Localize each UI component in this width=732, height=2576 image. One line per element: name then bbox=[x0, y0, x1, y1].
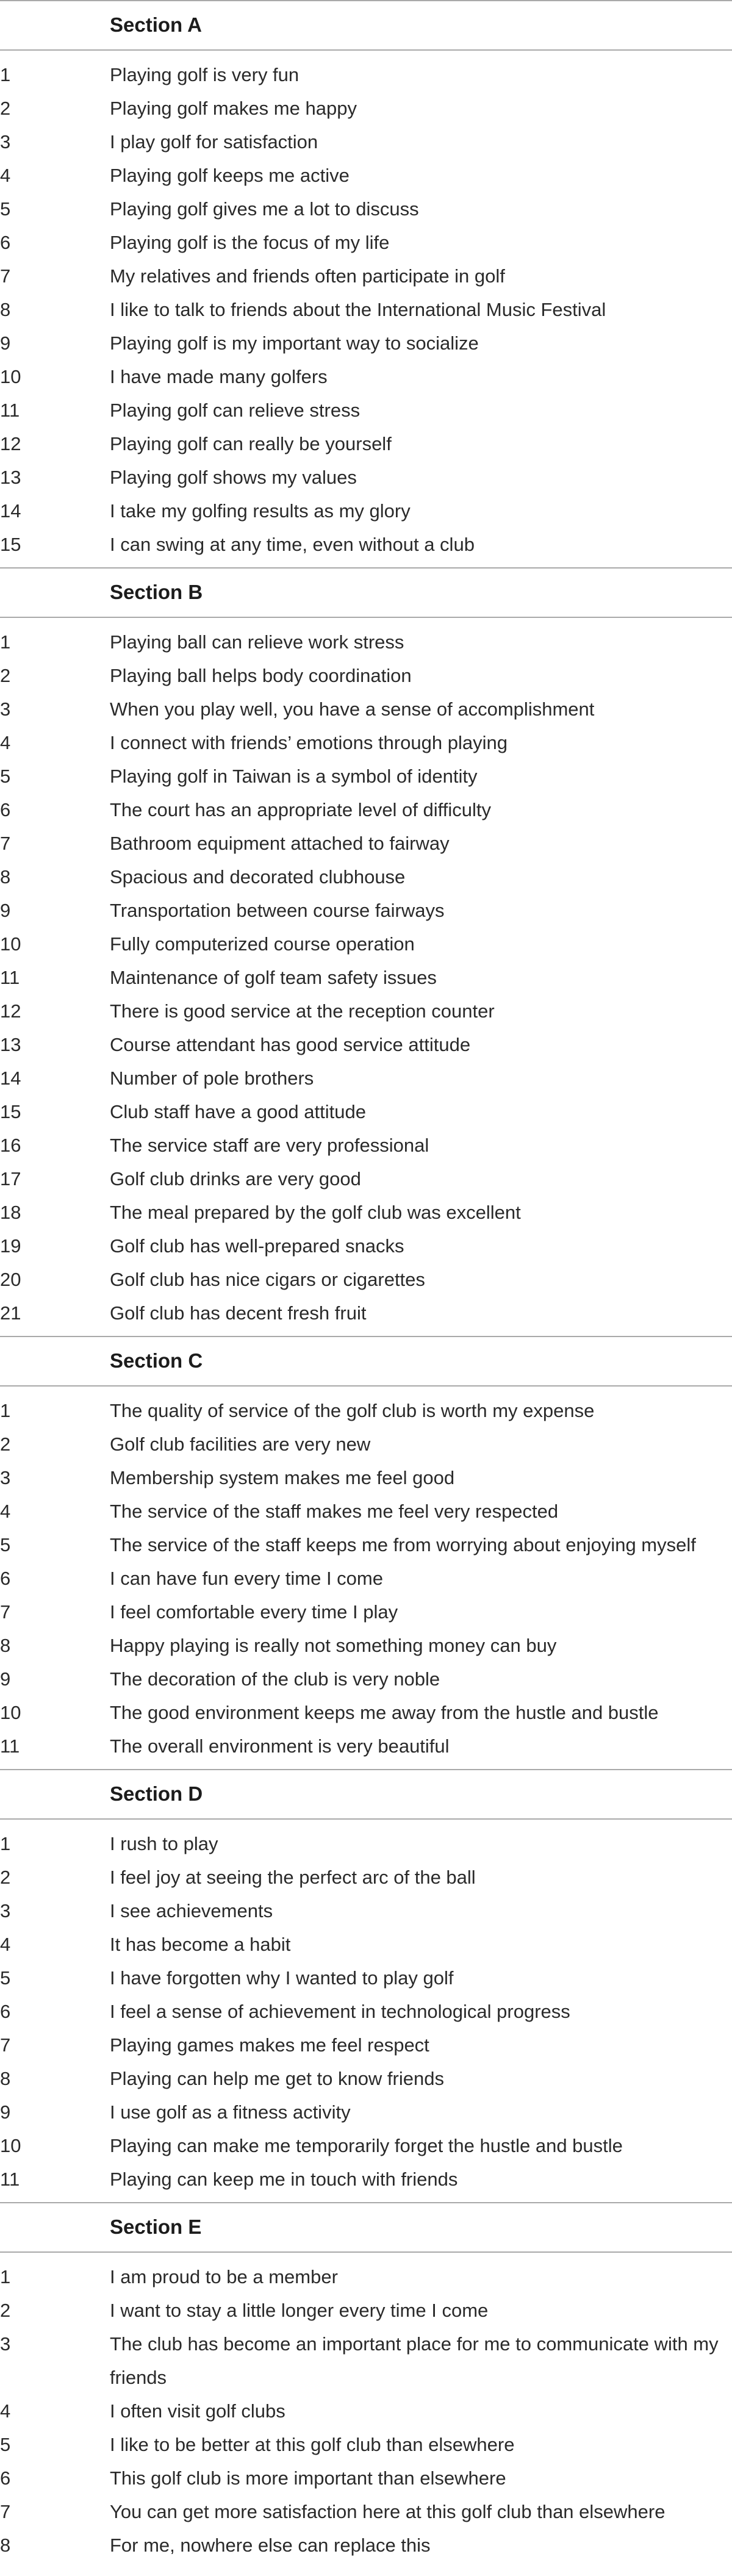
item-number: 5 bbox=[0, 766, 11, 787]
table-row bbox=[0, 2528, 732, 2562]
item-number: 5 bbox=[0, 1967, 11, 1989]
item-number: 2 bbox=[0, 2300, 11, 2321]
item-number: 3 bbox=[0, 1467, 11, 1488]
item-number: 4 bbox=[0, 1934, 11, 1955]
item-number: 4 bbox=[0, 1501, 11, 1522]
item-text: I play golf for satisfaction bbox=[110, 131, 318, 152]
table-row bbox=[0, 827, 732, 860]
item-text: Playing can make me temporarily forget the hustle and bustle bbox=[110, 2135, 623, 2156]
item-number: 1 bbox=[0, 64, 11, 85]
item-text: Spacious and decorated clubhouse bbox=[110, 866, 406, 888]
item-number: 7 bbox=[0, 1601, 11, 1623]
item-text: I have forgotten why I wanted to play golf bbox=[110, 1967, 454, 1989]
item-number: 8 bbox=[0, 2535, 11, 2556]
item-number: 9 bbox=[0, 1668, 11, 1690]
item-number: 1 bbox=[0, 1400, 11, 1421]
table-row bbox=[0, 1394, 732, 1427]
item-number: 15 bbox=[0, 534, 21, 555]
item-number: 15 bbox=[0, 1101, 21, 1122]
table-row bbox=[0, 393, 732, 427]
table-row bbox=[0, 360, 732, 393]
item-number: 12 bbox=[0, 433, 21, 454]
table-row bbox=[0, 894, 732, 927]
item-number: 1 bbox=[0, 1833, 11, 1854]
table-row bbox=[0, 125, 732, 159]
table-row bbox=[0, 2327, 732, 2394]
table-row bbox=[0, 1894, 732, 1928]
table-row bbox=[0, 1095, 732, 1128]
item-text: The court has an appropriate level of difficulty bbox=[110, 799, 491, 820]
table-row bbox=[0, 659, 732, 692]
item-text: Playing ball helps body coordination bbox=[110, 665, 412, 686]
item-number: 14 bbox=[0, 500, 21, 522]
item-number: 10 bbox=[0, 2135, 21, 2156]
table-row bbox=[0, 1629, 732, 1662]
table-row bbox=[0, 1427, 732, 1461]
table-row bbox=[0, 2095, 732, 2129]
item-number: 5 bbox=[0, 2434, 11, 2455]
item-number: 4 bbox=[0, 165, 11, 186]
item-number: 9 bbox=[0, 900, 11, 921]
item-number: 1 bbox=[0, 2266, 11, 2287]
item-text: When you play well, you have a sense of accomplishment bbox=[110, 698, 595, 720]
table-row bbox=[0, 692, 732, 726]
table-row bbox=[0, 461, 732, 494]
item-text: Golf club facilities are very new bbox=[110, 1433, 371, 1455]
item-text: Transportation between course fairways bbox=[110, 900, 445, 921]
item-text: The service of the staff keeps me from worrying about enjoying myself bbox=[110, 1534, 696, 1555]
item-text: Playing golf keeps me active bbox=[110, 165, 350, 186]
item-text: The decoration of the club is very noble bbox=[110, 1668, 440, 1690]
section-title: Section C bbox=[110, 1349, 203, 1372]
item-text: The service staff are very professional bbox=[110, 1135, 429, 1156]
table-row bbox=[0, 326, 732, 360]
item-text: The overall environment is very beautiful bbox=[110, 1735, 450, 1757]
item-text: The quality of service of the golf club is worth my expense bbox=[110, 1400, 595, 1421]
item-text: I use golf as a fitness activity bbox=[110, 2101, 351, 2123]
item-text: Playing can help me get to know friends bbox=[110, 2068, 444, 2089]
table-row bbox=[0, 1061, 732, 1095]
table-row bbox=[0, 1128, 732, 1162]
item-text: I take my golfing results as my glory bbox=[110, 500, 411, 522]
table-row bbox=[0, 2162, 732, 2196]
item-number: 10 bbox=[0, 933, 21, 955]
table-row bbox=[0, 494, 732, 528]
table-row bbox=[0, 927, 732, 961]
item-text: Number of pole brothers bbox=[110, 1067, 314, 1089]
table-row bbox=[0, 1494, 732, 1528]
item-text: Playing golf shows my values bbox=[110, 467, 357, 488]
item-number: 6 bbox=[0, 799, 11, 820]
item-number: 21 bbox=[0, 1302, 21, 1324]
table-row bbox=[0, 259, 732, 293]
table-row bbox=[0, 1662, 732, 1696]
item-text: There is good service at the reception counter bbox=[110, 1000, 495, 1022]
item-number: 19 bbox=[0, 1235, 21, 1257]
table-row bbox=[0, 2260, 732, 2294]
table-row bbox=[0, 625, 732, 659]
item-number: 2 bbox=[0, 665, 11, 686]
item-number: 8 bbox=[0, 1635, 11, 1656]
item-number: 13 bbox=[0, 1034, 21, 1055]
item-text: I see achievements bbox=[110, 1900, 273, 1921]
section-title: Section D bbox=[110, 1782, 203, 1805]
item-text: Membership system makes me feel good bbox=[110, 1467, 455, 1488]
item-number: 11 bbox=[0, 967, 20, 988]
item-text: Maintenance of golf team safety issues bbox=[110, 967, 437, 988]
item-text: Playing games makes me feel respect bbox=[110, 2034, 429, 2056]
item-number: 7 bbox=[0, 833, 11, 854]
section-header bbox=[0, 2202, 732, 2253]
item-text: Playing can keep me in touch with friends bbox=[110, 2169, 458, 2190]
item-text: My relatives and friends often participate in golf bbox=[110, 265, 505, 287]
item-number: 8 bbox=[0, 866, 11, 888]
table-row bbox=[0, 2495, 732, 2528]
item-text: I feel comfortable every time I play bbox=[110, 1601, 398, 1623]
item-number: 10 bbox=[0, 366, 21, 387]
item-text: Playing golf can really be yourself bbox=[110, 433, 392, 454]
table-row bbox=[0, 961, 732, 994]
item-number: 7 bbox=[0, 2501, 11, 2522]
item-number: 11 bbox=[0, 2169, 20, 2190]
table-row bbox=[0, 994, 732, 1028]
item-text: It has become a habit bbox=[110, 1934, 291, 1955]
item-text: Golf club has well-prepared snacks bbox=[110, 1235, 404, 1257]
table-row bbox=[0, 1461, 732, 1494]
item-text: The good environment keeps me away from the hustle and bustle bbox=[110, 1702, 659, 1723]
item-text: This golf club is more important than elsewhere bbox=[110, 2467, 506, 2489]
table-row bbox=[0, 91, 732, 125]
table-row bbox=[0, 1528, 732, 1562]
section-body bbox=[0, 1387, 732, 1769]
item-text: The club has become an important place for me to communicate with my friends bbox=[110, 2333, 719, 2388]
item-text: Playing golf is the focus of my life bbox=[110, 232, 390, 253]
item-number: 3 bbox=[0, 2333, 11, 2355]
table-row bbox=[0, 860, 732, 894]
item-number: 3 bbox=[0, 698, 11, 720]
item-text: I want to stay a little longer every time I come bbox=[110, 2300, 489, 2321]
section-body bbox=[0, 1820, 732, 2202]
item-number: 5 bbox=[0, 198, 11, 220]
item-number: 11 bbox=[0, 400, 20, 421]
table-row bbox=[0, 1961, 732, 1995]
item-text: Golf club has nice cigars or cigarettes bbox=[110, 1269, 425, 1290]
item-text: Playing golf is my important way to socialize bbox=[110, 332, 479, 354]
table-row bbox=[0, 2461, 732, 2495]
section-header bbox=[0, 1769, 732, 1820]
item-number: 8 bbox=[0, 299, 11, 320]
table-row bbox=[0, 726, 732, 759]
table-row bbox=[0, 1696, 732, 1729]
table-row bbox=[0, 293, 732, 326]
item-number: 4 bbox=[0, 2400, 11, 2422]
item-number: 20 bbox=[0, 1269, 21, 1290]
item-number: 8 bbox=[0, 2068, 11, 2089]
item-number: 13 bbox=[0, 467, 21, 488]
section-header bbox=[0, 0, 732, 51]
item-number: 12 bbox=[0, 1000, 21, 1022]
table-row bbox=[0, 2062, 732, 2095]
item-text: You can get more satisfaction here at this golf club than elsewhere bbox=[110, 2501, 666, 2522]
section-header bbox=[0, 1336, 732, 1387]
item-text: I am proud to be a member bbox=[110, 2266, 338, 2287]
item-text: I feel a sense of achievement in technological progress bbox=[110, 2001, 570, 2022]
section-body bbox=[0, 51, 732, 567]
item-number: 7 bbox=[0, 265, 11, 287]
item-text: I have made many golfers bbox=[110, 366, 328, 387]
item-number: 3 bbox=[0, 1900, 11, 1921]
item-text: I can swing at any time, even without a club bbox=[110, 534, 475, 555]
table-row bbox=[0, 2428, 732, 2461]
item-text: I like to talk to friends about the International Music Festival bbox=[110, 299, 606, 320]
item-text: Course attendant has good service attitude bbox=[110, 1034, 471, 1055]
table-row bbox=[0, 1028, 732, 1061]
item-number: 2 bbox=[0, 1867, 11, 1888]
item-text: Golf club has decent fresh fruit bbox=[110, 1302, 367, 1324]
item-text: Playing golf gives me a lot to discuss bbox=[110, 198, 419, 220]
section-body bbox=[0, 2253, 732, 2568]
item-number: 4 bbox=[0, 732, 11, 753]
table-row bbox=[0, 1263, 732, 1296]
item-number: 14 bbox=[0, 1067, 21, 1089]
item-number: 6 bbox=[0, 232, 11, 253]
table-row bbox=[0, 427, 732, 461]
table-row bbox=[0, 1229, 732, 1263]
item-number: 16 bbox=[0, 1135, 21, 1156]
table-row bbox=[0, 2394, 732, 2428]
table-row bbox=[0, 1595, 732, 1629]
item-text: Fully computerized course operation bbox=[110, 933, 415, 955]
item-number: 1 bbox=[0, 631, 11, 653]
table-row bbox=[0, 58, 732, 91]
item-number: 10 bbox=[0, 1702, 21, 1723]
item-text: Golf club drinks are very good bbox=[110, 1168, 361, 1189]
item-text: Playing golf is very fun bbox=[110, 64, 300, 85]
item-text: I feel joy at seeing the perfect arc of the ball bbox=[110, 1867, 476, 1888]
table-row bbox=[0, 192, 732, 226]
item-text: Playing golf makes me happy bbox=[110, 98, 357, 119]
table-row bbox=[0, 1995, 732, 2028]
table-row bbox=[0, 793, 732, 827]
item-number: 17 bbox=[0, 1168, 21, 1189]
table-row bbox=[0, 226, 732, 259]
item-number: 3 bbox=[0, 131, 11, 152]
item-text: Playing golf can relieve stress bbox=[110, 400, 361, 421]
item-text: Playing golf in Taiwan is a symbol of identity bbox=[110, 766, 478, 787]
item-number: 2 bbox=[0, 1433, 11, 1455]
table-row bbox=[0, 159, 732, 192]
item-text: I can have fun every time I come bbox=[110, 1568, 383, 1589]
section-title: Section A bbox=[110, 13, 202, 36]
item-text: Happy playing is really not something money can buy bbox=[110, 1635, 557, 1656]
section-header bbox=[0, 567, 732, 618]
item-text: For me, nowhere else can replace this bbox=[110, 2535, 431, 2556]
item-text: I like to be better at this golf club than elsewhere bbox=[110, 2434, 515, 2455]
item-text: Playing ball can relieve work stress bbox=[110, 631, 404, 653]
item-text: Bathroom equipment attached to fairway bbox=[110, 833, 450, 854]
table-row bbox=[0, 2294, 732, 2327]
item-text: I often visit golf clubs bbox=[110, 2400, 285, 2422]
table-row bbox=[0, 2129, 732, 2162]
table-row bbox=[0, 1860, 732, 1894]
table-row bbox=[0, 2028, 732, 2062]
item-number: 9 bbox=[0, 332, 11, 354]
item-number: 2 bbox=[0, 98, 11, 119]
item-text: I connect with friends’ emotions through playing bbox=[110, 732, 508, 753]
item-number: 6 bbox=[0, 2001, 11, 2022]
item-number: 11 bbox=[0, 1735, 20, 1757]
table-row bbox=[0, 1296, 732, 1330]
item-number: 6 bbox=[0, 2467, 11, 2489]
table-row bbox=[0, 1928, 732, 1961]
table-row bbox=[0, 1562, 732, 1595]
item-text: I rush to play bbox=[110, 1833, 218, 1854]
section-body bbox=[0, 618, 732, 1336]
section-title: Section E bbox=[110, 2215, 202, 2238]
item-text: The meal prepared by the golf club was excellent bbox=[110, 1202, 521, 1223]
item-number: 5 bbox=[0, 1534, 11, 1555]
table-row bbox=[0, 528, 732, 561]
table-row bbox=[0, 1162, 732, 1196]
table-row bbox=[0, 1729, 732, 1763]
item-number: 7 bbox=[0, 2034, 11, 2056]
item-number: 6 bbox=[0, 1568, 11, 1589]
item-text: Club staff have a good attitude bbox=[110, 1101, 366, 1122]
table-row bbox=[0, 1827, 732, 1860]
table-row bbox=[0, 759, 732, 793]
item-number: 18 bbox=[0, 1202, 21, 1223]
item-text: The service of the staff makes me feel very respected bbox=[110, 1501, 559, 1522]
table-row bbox=[0, 1196, 732, 1229]
item-number: 9 bbox=[0, 2101, 11, 2123]
section-title: Section B bbox=[110, 581, 203, 603]
